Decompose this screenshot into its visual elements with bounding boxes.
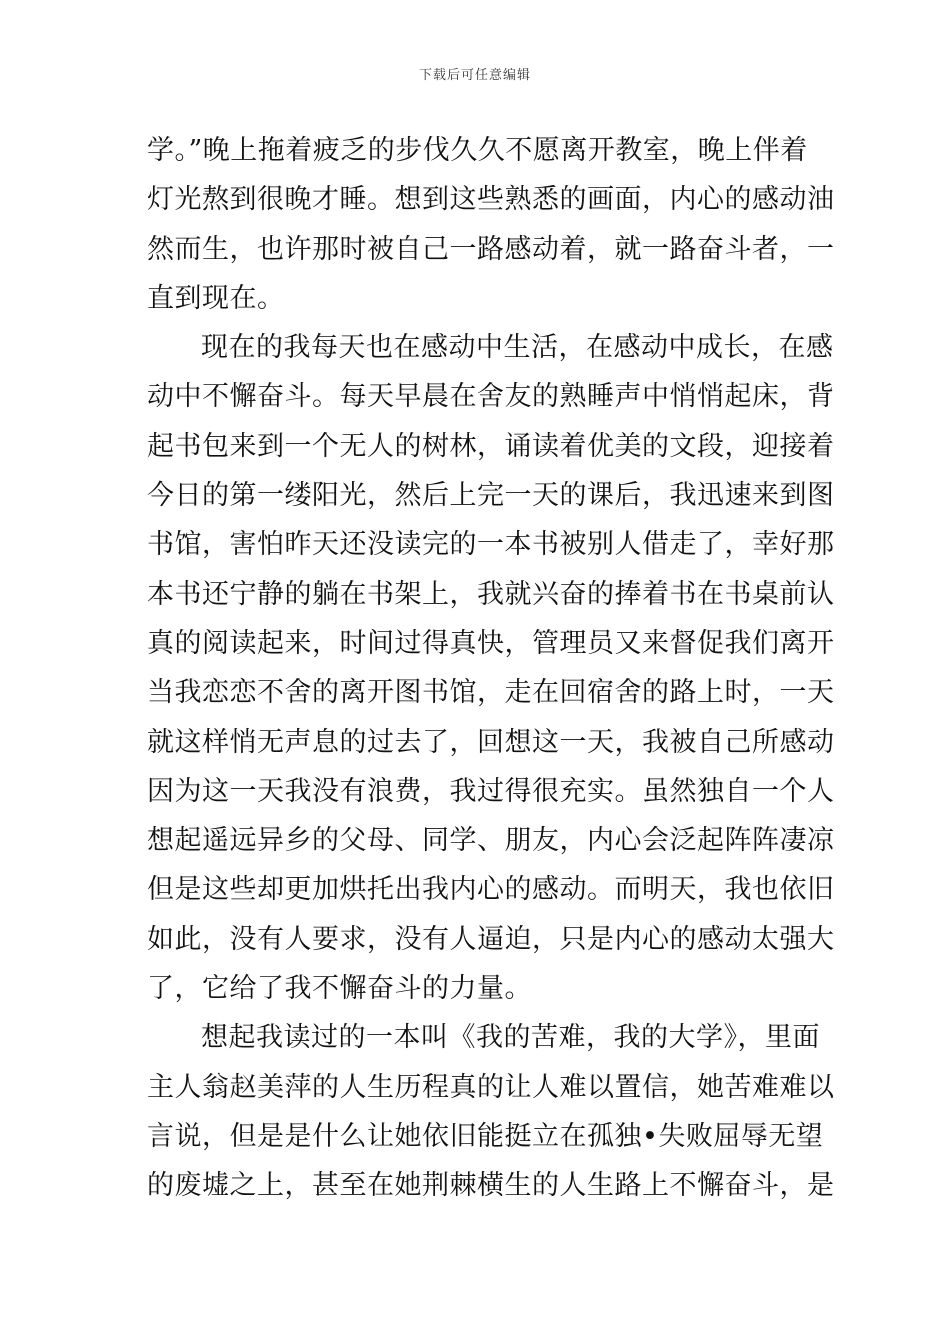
text-line: 起书包来到一个无人的树林，诵读着优美的文段，迎接着 bbox=[147, 430, 835, 462]
text-line: 然而生，也许那时被自己一路感动着，就一路奋斗者，一 bbox=[147, 233, 835, 265]
text-line: 了，它给了我不懈奋斗的力量。 bbox=[147, 973, 532, 1005]
text-line: 灯光熬到很晚才睡。想到这些熟悉的画面，内心的感动油 bbox=[147, 184, 835, 216]
text-line: 学。”晚上拖着疲乏的步伐久久不愿离开教室，晚上伴着 bbox=[147, 135, 808, 166]
page-header: 下载后可任意编辑 bbox=[418, 68, 531, 83]
text-line: 的废墟之上，甚至在她荆棘横生的人生路上不懈奋斗，是 bbox=[147, 1170, 835, 1202]
text-line: 书馆，害怕昨天还没读完的一本书被别人借走了，幸好那 bbox=[147, 529, 835, 561]
text-line: 直到现在。 bbox=[147, 282, 285, 314]
paragraph-first-line: 现在的我每天也在感动中生活，在感动中成长，在感 bbox=[201, 332, 834, 364]
text-line: 如此，没有人要求，没有人逼迫，只是内心的感动太强大 bbox=[147, 923, 835, 955]
text-line: 今日的第一缕阳光，然后上完一天的课后，我迅速来到图 bbox=[147, 480, 835, 512]
text-line: 主人翁赵美萍的人生历程真的让人难以置信，她苦难难以 bbox=[147, 1071, 835, 1103]
text-line: 真的阅读起来，时间过得真快，管理员又来督促我们离开 bbox=[147, 627, 835, 659]
text-line: 本书还宁静的躺在书架上，我就兴奋的捧着书在书桌前认 bbox=[147, 578, 835, 610]
text-line: 言说，但是是什么让她依旧能挺立在孤独•失败屈辱无望 bbox=[147, 1120, 824, 1152]
text-line: 但是这些却更加烘托出我内心的感动。而明天，我也依旧 bbox=[147, 874, 835, 906]
text-line: 因为这一天我没有浪费，我过得很充实。虽然独自一个人 bbox=[147, 775, 835, 807]
text-line: 就这样悄无声息的过去了，回想这一天，我被自己所感动 bbox=[147, 726, 835, 758]
text-line: 动中不懈奋斗。每天早晨在舍友的熟睡声中悄悄起床，背 bbox=[147, 381, 835, 413]
text-line: 当我恋恋不舍的离开图书馆，走在回宿舍的路上时，一天 bbox=[147, 677, 835, 709]
body-text bbox=[147, 126, 835, 1211]
text-line: 想起遥远异乡的父母、同学、朋友，内心会泛起阵阵凄凉 bbox=[147, 825, 835, 857]
paragraph-first-line: 想起我读过的一本叫《我的苦难，我的大学》，里面 bbox=[201, 1022, 820, 1054]
